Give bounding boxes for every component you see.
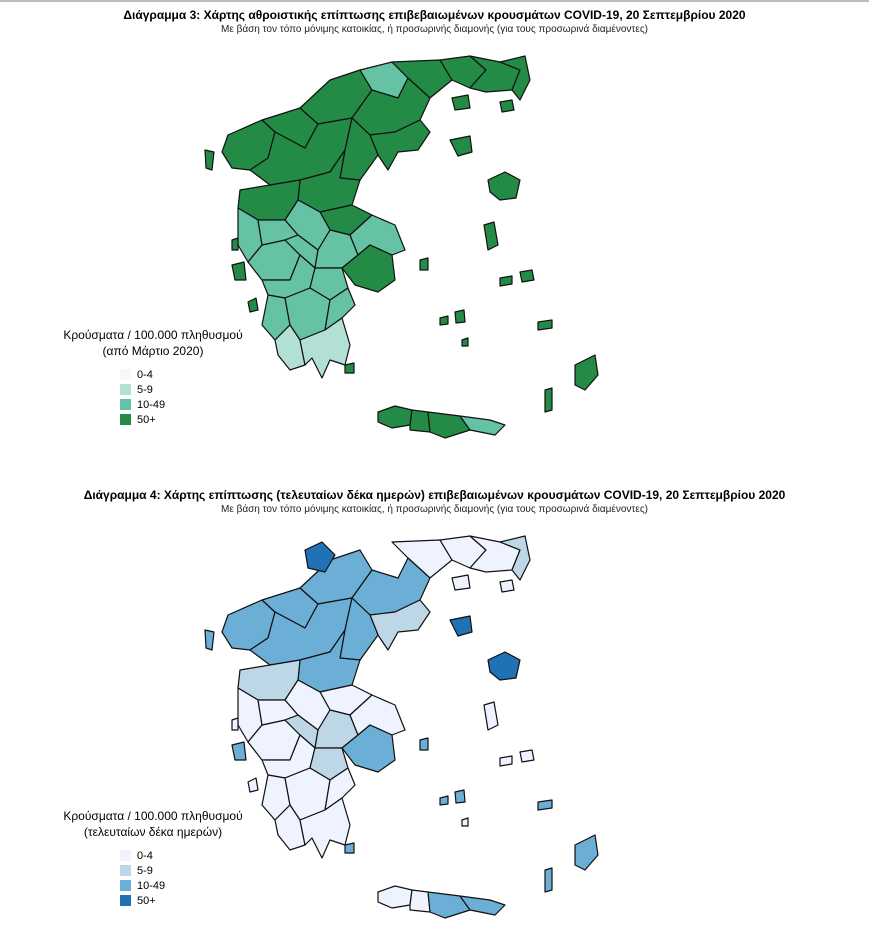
region-chios: [484, 222, 498, 250]
region-lasithi: [460, 416, 505, 435]
legend-swatch: [120, 880, 131, 891]
region-rethymno: [410, 410, 430, 432]
region-rodos: [575, 355, 598, 390]
region-andros: [420, 738, 428, 750]
region-karpathos: [545, 388, 552, 412]
region-thira: [462, 338, 468, 346]
legend-swatch: [120, 850, 131, 861]
legend-item: 50+: [120, 893, 258, 908]
legend-item: 0-4: [120, 367, 258, 382]
region-thira: [462, 818, 468, 826]
region-rethymno: [410, 890, 430, 912]
region-kerkyra: [205, 630, 214, 650]
map-subtitle: Με βάση τον τόπο μόνιμης κατοικίας, ή προσωρινής διαμονής (για τους προσωρινά διαμένοντες): [221, 504, 648, 515]
region-andros: [420, 258, 428, 270]
region-kerkyra: [205, 150, 214, 170]
region-lasithi: [460, 896, 505, 915]
region-kythira: [345, 363, 354, 373]
region-zakynthos: [248, 298, 258, 312]
legend-title: Κρούσματα / 100.000 πληθυσμού: [63, 809, 243, 823]
legend-item: 10-49: [120, 397, 258, 412]
legend-item: 50+: [120, 412, 258, 427]
map-title: Διάγραμμα 4: Χάρτης επίπτωσης (τελευταίων δέκα ημερών) επιβεβαιωμένων κρουσμάτων COVID-19, 20 Σεπτεμβρίου 2020: [83, 488, 786, 502]
region-kythira: [345, 843, 354, 853]
legend-item: 5-9: [120, 863, 258, 878]
region-rodos: [575, 835, 598, 870]
region-lefkada: [232, 718, 238, 730]
legend-subtitle: (τελευταίων δέκα ημερών): [83, 825, 223, 839]
legend-item: 0-4: [120, 848, 258, 863]
region-samos: [520, 270, 534, 282]
region-lesvos: [488, 652, 520, 680]
legend-item: 5-9: [120, 382, 258, 397]
region-samos: [520, 750, 534, 762]
region-kos: [538, 800, 552, 810]
region-samothraki: [500, 580, 514, 592]
region-paros: [440, 796, 448, 805]
map-legend: [48, 808, 258, 908]
legend-swatch: [120, 384, 131, 395]
region-naxos: [455, 310, 465, 323]
region-chania: [378, 886, 412, 908]
region-limnos: [450, 616, 472, 636]
region-lefkada: [232, 238, 238, 250]
region-chios: [484, 702, 498, 730]
map-subtitle: Με βάση τον τόπο μόνιμης κατοικίας, ή προσωρινής διαμονής (για τους προσωρινά διαμένοντες): [221, 24, 648, 35]
region-limnos: [450, 136, 472, 156]
region-thasos: [452, 95, 470, 110]
legend-swatch: [120, 369, 131, 380]
region-ikaria: [500, 276, 512, 286]
map-legend: [48, 327, 258, 427]
region-ikaria: [500, 756, 512, 766]
legend-swatch: [120, 414, 131, 425]
map-title: Διάγραμμα 3: Χάρτης αθροιστικής επίπτωσης επιβεβαιωμένων κρουσμάτων COVID-19, 20 Σεπτεμβρίου 2020: [123, 8, 746, 22]
legend-swatch: [120, 399, 131, 410]
region-kefalonia: [232, 262, 246, 280]
legend-swatch: [120, 865, 131, 876]
region-zakynthos: [248, 778, 258, 792]
region-paros: [440, 316, 448, 325]
legend-swatch: [120, 895, 131, 906]
region-lesvos: [488, 172, 520, 200]
legend-title: Κρούσματα / 100.000 πληθυσμού: [63, 328, 243, 342]
region-chania: [378, 406, 412, 428]
map-panel-ten-day: [0, 478, 869, 935]
region-samothraki: [500, 100, 514, 112]
region-naxos: [455, 790, 465, 803]
region-kos: [538, 320, 552, 330]
region-thasos: [452, 575, 470, 590]
legend-subtitle: (από Μάρτιο 2020): [102, 344, 204, 358]
region-kefalonia: [232, 742, 246, 760]
region-karpathos: [545, 868, 552, 892]
legend-item: 10-49: [120, 878, 258, 893]
